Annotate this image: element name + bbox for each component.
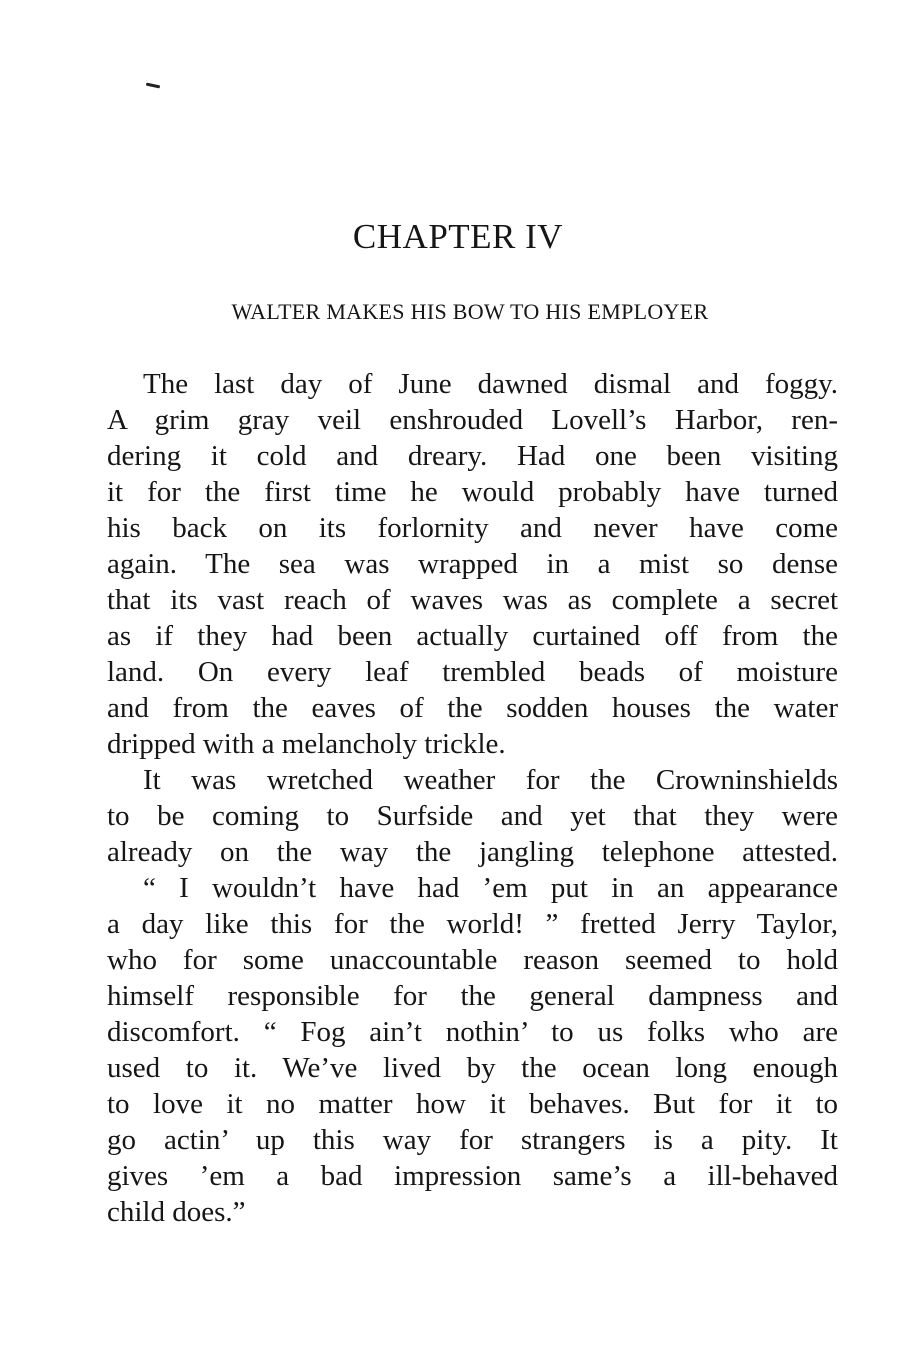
text-line: to be coming to Surfside and yet that they were bbox=[107, 800, 838, 832]
text-line: again. The sea was wrapped in a mist so dense bbox=[107, 548, 838, 580]
text-line: as if they had been actually curtained off from the bbox=[107, 620, 838, 652]
chapter-title: CHAPTER IV bbox=[352, 217, 564, 256]
text-line: dering it cold and dreary. Had one been visiting bbox=[107, 440, 838, 472]
chapter-subtitle: WALTER MAKES HIS BOW TO HIS EMPLOYER bbox=[231, 299, 709, 324]
text-line: “ I wouldn’t have had ’em put in an appearance bbox=[143, 872, 838, 904]
text-line: his back on its forlornity and never have come bbox=[107, 512, 838, 544]
text-line: used to it. We’ve lived by the ocean long enough bbox=[107, 1052, 838, 1084]
text-line: a day like this for the world! ” fretted Jerry Taylor, bbox=[107, 908, 838, 940]
body-text bbox=[107, 366, 838, 1230]
text-line: himself responsible for the general dampness and bbox=[107, 980, 838, 1012]
ink-mark bbox=[146, 83, 160, 89]
text-line: who for some unaccountable reason seemed to hold bbox=[107, 944, 838, 976]
text-line: already on the way the jangling telephone attested. bbox=[107, 836, 838, 868]
text-line: It was wretched weather for the Crowninshields bbox=[143, 764, 838, 796]
text-line: land. On every leaf trembled beads of moisture bbox=[107, 656, 838, 688]
text-line: to love it no matter how it behaves. But for it to bbox=[107, 1088, 838, 1120]
text-line: go actin’ up this way for strangers is a pity. It bbox=[107, 1124, 838, 1156]
text-line: and from the eaves of the sodden houses the water bbox=[107, 692, 838, 724]
text-line: it for the first time he would probably have turned bbox=[107, 476, 838, 508]
text-line: A grim gray veil enshrouded Lovell’s Harbor, ren- bbox=[107, 404, 838, 436]
text-line: that its vast reach of waves was as complete a secret bbox=[107, 584, 838, 616]
text-line: gives ’em a bad impression same’s a ill-behaved bbox=[107, 1160, 838, 1192]
text-line: dripped with a melancholy trickle. bbox=[107, 728, 506, 760]
text-line: The last day of June dawned dismal and foggy. bbox=[143, 368, 838, 400]
text-line: discomfort. “ Fog ain’t nothin’ to us folks who are bbox=[107, 1016, 838, 1048]
text-line: child does.” bbox=[107, 1196, 246, 1228]
